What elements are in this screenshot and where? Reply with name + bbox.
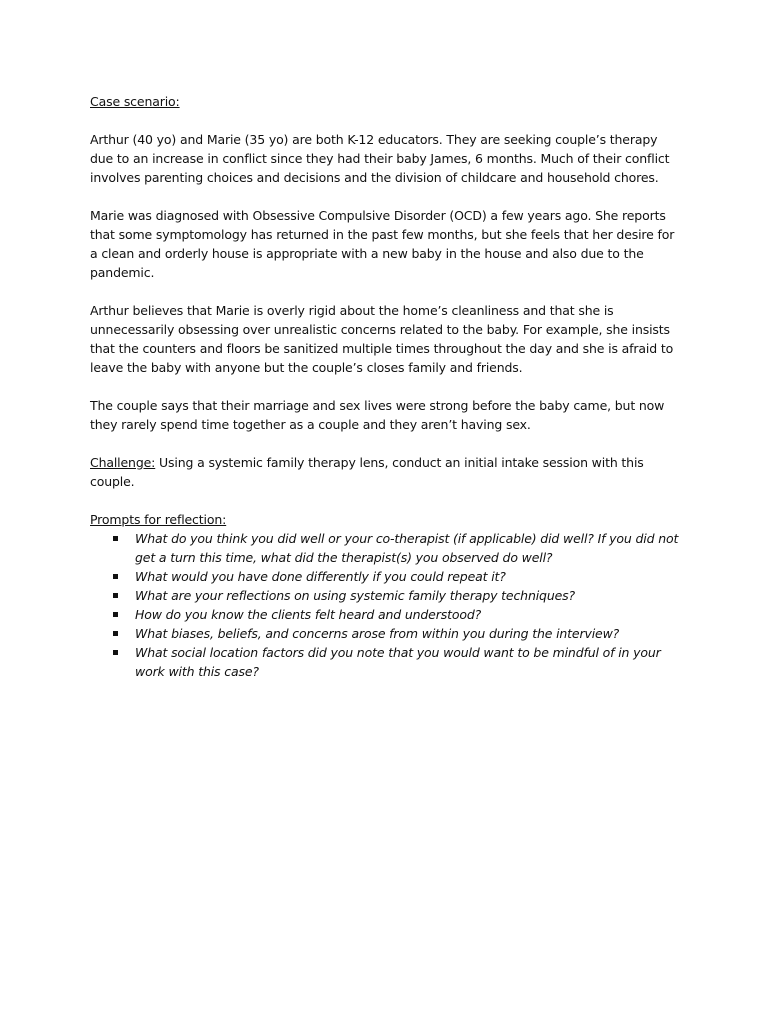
prompt-text: How do you know the clients felt heard and understood? [135, 607, 482, 622]
document-page [90, 92, 680, 681]
square-bullet-icon [113, 574, 118, 579]
square-bullet-icon [113, 650, 118, 655]
prompt-item [90, 586, 680, 605]
prompt-text: What social location factors did you note that you would want to be mindful of in your work with this case? [135, 645, 661, 679]
paragraph-arthur: Arthur believes that Marie is overly rigid about the home’s cleanliness and that she is unnecessarily obsessing over unrealistic concerns related to the baby. For example, she insists that the counters and floors be sanitized multiple times throughout the day and she is afraid to leave the baby with anyone but the couple’s closes family and friends. [90, 303, 674, 375]
prompt-item [90, 643, 680, 681]
square-bullet-icon [113, 593, 118, 598]
prompt-text: What are your reflections on using systemic family therapy techniques? [135, 588, 575, 603]
paragraph-couple: The couple says that their marriage and sex lives were strong before the baby came, but now they rarely spend time together as a couple and they aren’t having sex. [90, 398, 665, 432]
prompt-item [90, 529, 680, 567]
challenge-text: Using a systemic family therapy lens, conduct an initial intake session with this couple. [90, 455, 644, 489]
challenge-label: Challenge: [90, 455, 156, 470]
paragraph-intro: Arthur (40 yo) and Marie (35 yo) are both K-12 educators. They are seeking couple’s therapy due to an increase in conflict since they had their baby James, 6 months. Much of their conflict involves parenting choices and decisions and the division of childcare and household chores. [90, 132, 670, 185]
prompt-text: What biases, beliefs, and concerns arose from within you during the interview? [135, 626, 620, 641]
prompt-text: What do you think you did well or your co-therapist (if applicable) did well? If you did not get a turn this time, what did the therapist(s) you observed do well? [135, 531, 679, 565]
prompt-item [90, 624, 680, 643]
challenge-paragraph [90, 453, 680, 491]
prompt-item [90, 605, 680, 624]
prompts-heading-text: Prompts for reflection: [90, 512, 227, 527]
prompt-item [90, 567, 680, 586]
square-bullet-icon [113, 536, 118, 541]
square-bullet-icon [113, 612, 118, 617]
prompts-list [90, 529, 680, 681]
prompts-heading [90, 510, 680, 529]
paragraph-marie: Marie was diagnosed with Obsessive Compulsive Disorder (OCD) a few years ago. She reports that some symptomology has returned in the past few months, but she feels that her desire for a clean and orderly house is appropriate with a new baby in the house and also due to the pandemic. [90, 208, 675, 280]
square-bullet-icon [113, 631, 118, 636]
prompt-text: What would you have done differently if you could repeat it? [135, 569, 506, 584]
case-scenario-heading: Case scenario: [90, 94, 180, 109]
